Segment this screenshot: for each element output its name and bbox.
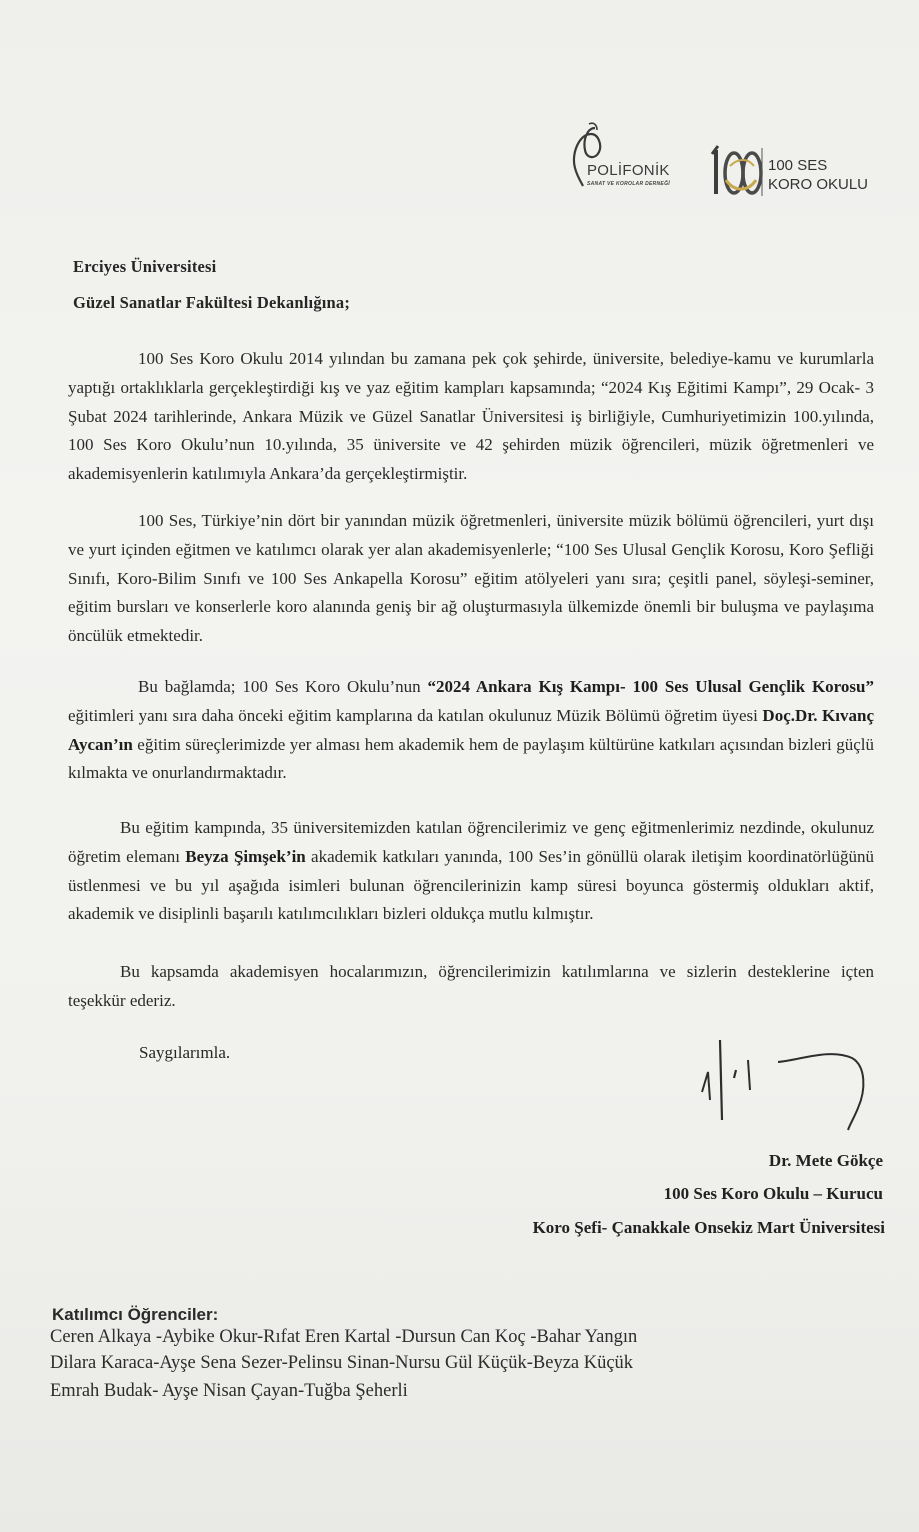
paragraph-3-text-e: eğitim süreçlerimizde yer alması hem akademik hem de paylaşım kültürüne katkıları açısından bizleri güçlü kılmakta ve onurlandırmaktadır. bbox=[68, 734, 874, 783]
recipient-line-1: Erciyes Üniversitesi bbox=[73, 257, 217, 276]
paragraph-5-text: Bu kapsamda akademisyen hocalarımızın, öğrencilerimizin katılımlarına ve sizlerin desteklerine içten teşekkür ederiz. bbox=[68, 962, 874, 1010]
100-ses-logo bbox=[708, 140, 883, 202]
signature-icon bbox=[690, 1020, 880, 1135]
paragraph-1-text: 100 Ses Koro Okulu 2014 yılından bu zamana pek çok şehirde, üniversite, belediye-kamu ve kurumlarla yaptığı ortaklıklarla gerçekleştirdiği kış ve yaz eğitim kampları kapsamında; “2024 Kış Eğitimi Kampı”, 29 Ocak- 3 Şubat 2024 tarihlerinde, Ankara Müzik ve Güzel Sanatlar Üniversitesi iş birliğiyle, Cumhuriyetimizin 100.yılında, 100 Ses Koro Okulu’nun 10.yılında, 35 üniversite ve 42 şehirden müzik öğrencileri, müzik öğretmenleri ve akademisyenlerin katılımıyla Ankara’da gerçekleştirmiştir. bbox=[68, 349, 874, 484]
koro-okulu-logo-text: KORO OKULU bbox=[768, 176, 869, 193]
paragraph-4 bbox=[68, 814, 874, 929]
paragraph-3 bbox=[68, 673, 874, 788]
paragraph-4-text-a: Bu eğitim kampında, 35 üniversitemizden katılan öğrencilerimiz ve genç eğitmenlerimiz nezdinde, okulunuz öğretim elemanı bbox=[68, 818, 874, 866]
recipient-line-2: Güzel Sanatlar Fakültesi Dekanlığına; bbox=[73, 293, 351, 312]
polifonik-subtitle: SANAT VE KOROLAR DERNEĞİ bbox=[587, 181, 670, 187]
participants-heading: Katılımcı Öğrenciler: bbox=[52, 1305, 219, 1324]
participants-line-1: Ceren Alkaya -Aybike Okur-Rıfat Eren Kartal -Dursun Can Koç -Bahar Yangın bbox=[50, 1327, 638, 1347]
100-ses-logo-text: 100 SES bbox=[768, 157, 828, 174]
closing-salutation: Saygılarımla. bbox=[139, 1043, 231, 1062]
paragraph-3-text-c: eğitimleri yanı sıra daha önceki eğitim kamplarına da katılan okulunuz Müzik Bölümü öğretim üyesi bbox=[68, 705, 763, 725]
polifonik-name: POLİFONİK bbox=[587, 162, 670, 179]
signatory-title-1: 100 Ses Koro Okulu – Kurucu bbox=[663, 1184, 883, 1203]
camp-title: “2024 Ankara Kış Kampı- 100 Ses Ulusal Gençlik Korosu” bbox=[427, 677, 874, 696]
100-ses-emblem-icon bbox=[708, 140, 766, 202]
signatory-name: Dr. Mete Gökçe bbox=[768, 1151, 883, 1170]
signatory-title-2: Koro Şefi- Çanakkale Onsekiz Mart Üniversitesi bbox=[532, 1218, 885, 1237]
participants-line-3: Emrah Budak- Ayşe Nisan Çayan-Tuğba Şeherli bbox=[50, 1381, 408, 1401]
faculty-name: Doç.Dr. Kıvanç Aycan’ın bbox=[68, 705, 875, 754]
staff-name: Beyza Şimşek’in bbox=[185, 846, 306, 866]
participants-line-2: Dilara Karaca-Ayşe Sena Sezer-Pelinsu Sinan-Nursu Gül Küçük-Beyza Küçük bbox=[50, 1353, 634, 1373]
paragraph-5 bbox=[68, 958, 874, 1016]
paragraph-2-text: 100 Ses, Türkiye’nin dört bir yanından müzik öğretmenleri, üniversite müzik bölümü öğrencileri, yurt dışı ve yurt içinden eğitmen ve katılımcı olarak yer alan akademisyenlerle; “100 Ses Ulusal Gençlik Korosu, Koro Şefliği Sınıfı, Koro-Bilim Sınıfı ve 100 Ses Ankapella Korosu” eğitim atölyeleri yanı sıra; çeşitli panel, söyleşi-seminer, eğitim bursları ve konserlerle koro alanında geniş bir ağ oluşturmasıyla ülkemizde önemli bir buluşma ve paylaşıma öncülük etmektedir. bbox=[68, 511, 874, 646]
paragraph-3-text-a: Bu bağlamda; 100 Ses Koro Okulu’nun bbox=[138, 677, 428, 696]
paragraph-4-text-c: akademik katkıları yanında, 100 Ses’in gönüllü olarak iletişim koordinatörlüğünü üstlenmesi ve bu yıl aşağıda isimleri bulunan öğrencilerinizin kamp süresi boyunca göstermiş oldukları aktif, akademik ve disiplinli başarılı katılımcılıkları bizleri oldukça mutlu kılmıştır. bbox=[68, 846, 875, 924]
paragraph-1 bbox=[68, 345, 874, 489]
polifonik-logo bbox=[565, 120, 700, 192]
paragraph-2 bbox=[68, 507, 874, 651]
